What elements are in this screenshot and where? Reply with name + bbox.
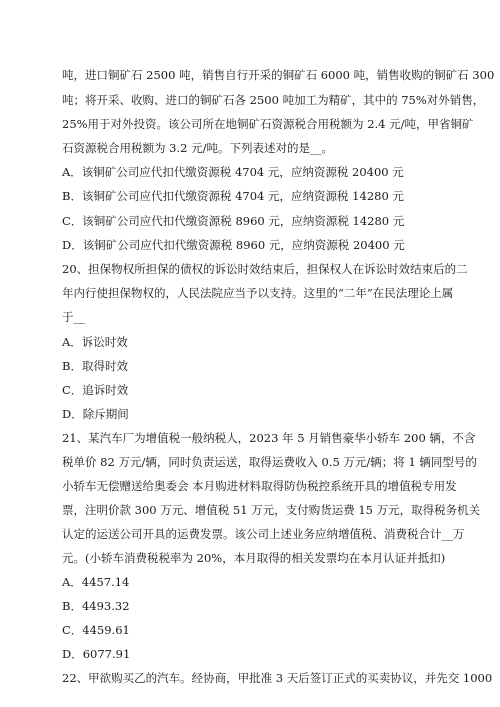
q19-option-b: B．该铜矿公司应代扣代缴资源税 4704 元，应纳资源税 14280 元 [62, 189, 404, 203]
q21-option-a: A．4457.14 [62, 575, 130, 589]
q19-option-a: A．该铜矿公司应代扣代缴资源税 4704 元，应纳资源税 20400 元 [62, 165, 404, 179]
q20-option-c: C．追诉时效 [62, 383, 129, 397]
q21-stem-line-6: 元。(小轿车消费税税率为 20%，本月取得的相关发票均在本月认证并抵扣) [62, 551, 446, 565]
q19-stem-line-4: 石资源税合用税额为 3.2 元/吨。下列表述对的是__。 [62, 141, 333, 155]
q19-stem-line-2: 吨；将开采、收购、进口的铜矿石各 2500 吨加工为精矿，其中的 75%对外销售， [62, 93, 485, 107]
q21-option-d: D．6077.91 [62, 647, 131, 661]
q20-option-d: D．除斥期间 [62, 407, 129, 421]
q21-option-c: C．4459.61 [62, 623, 130, 637]
q20-option-a: A．诉讼时效 [62, 335, 128, 349]
q20-stem-line-3: 于__ [62, 310, 85, 324]
q22-stem-line-1: 22、甲欲购买乙的汽车。经协商，甲批准 3 天后签订正式的买卖协议，并先交 1000 [62, 671, 493, 685]
q19-option-d: D．该铜矿公司应代扣代缴资源税 8960 元，应纳资源税 20400 元 [62, 238, 405, 252]
q21-option-b: B．4493.32 [62, 599, 130, 613]
q21-stem-line-3: 小轿车无偿赠送给奥委会 本月购进材料取得防伪税控系统开具的增值税专用发 [62, 479, 457, 493]
q20-stem-line-1: 20、担保物权所担保的债权的诉讼时效结束后，担保权人在诉讼时效结束后的二 [62, 262, 468, 276]
q19-stem-line-1: 吨，进口铜矿石 2500 吨，销售自行开采的铜矿石 6000 吨，销售收购的铜矿石 300 [62, 68, 495, 82]
q19-stem-line-3: 25%用于对外投资。该公司所在地铜矿石资源税合用税额为 2.4 元/吨，甲省铜矿 [62, 117, 474, 131]
q21-stem-line-4: 票，注明价款 300 万元、增值税 51 万元，支付购货运费 15 万元，取得税务机关 [62, 503, 481, 517]
q19-option-c: C．该铜矿公司应代扣代缴资源税 8960 元，应纳资源税 14280 元 [62, 214, 405, 228]
q20-option-b: B．取得时效 [62, 359, 128, 373]
q21-stem-line-2: 税单价 82 万元/辆，同时负责运送，取得运费收入 0.5 万元/辆；将 1 辆同型号的 [62, 455, 477, 469]
q20-stem-line-2: 年内行使担保物权的，人民法院应当予以支持。这里的“二年”在民法理论上属 [62, 286, 454, 300]
q21-stem-line-1: 21、某汽车厂为增值税一般纳税人，2023 年 5 月销售豪华小轿车 200 辆，不含 [62, 431, 476, 445]
q21-stem-line-5: 认定的运送公司开具的运费发票。该公司上述业务应纳增值税、消费税合计__万 [62, 527, 465, 541]
